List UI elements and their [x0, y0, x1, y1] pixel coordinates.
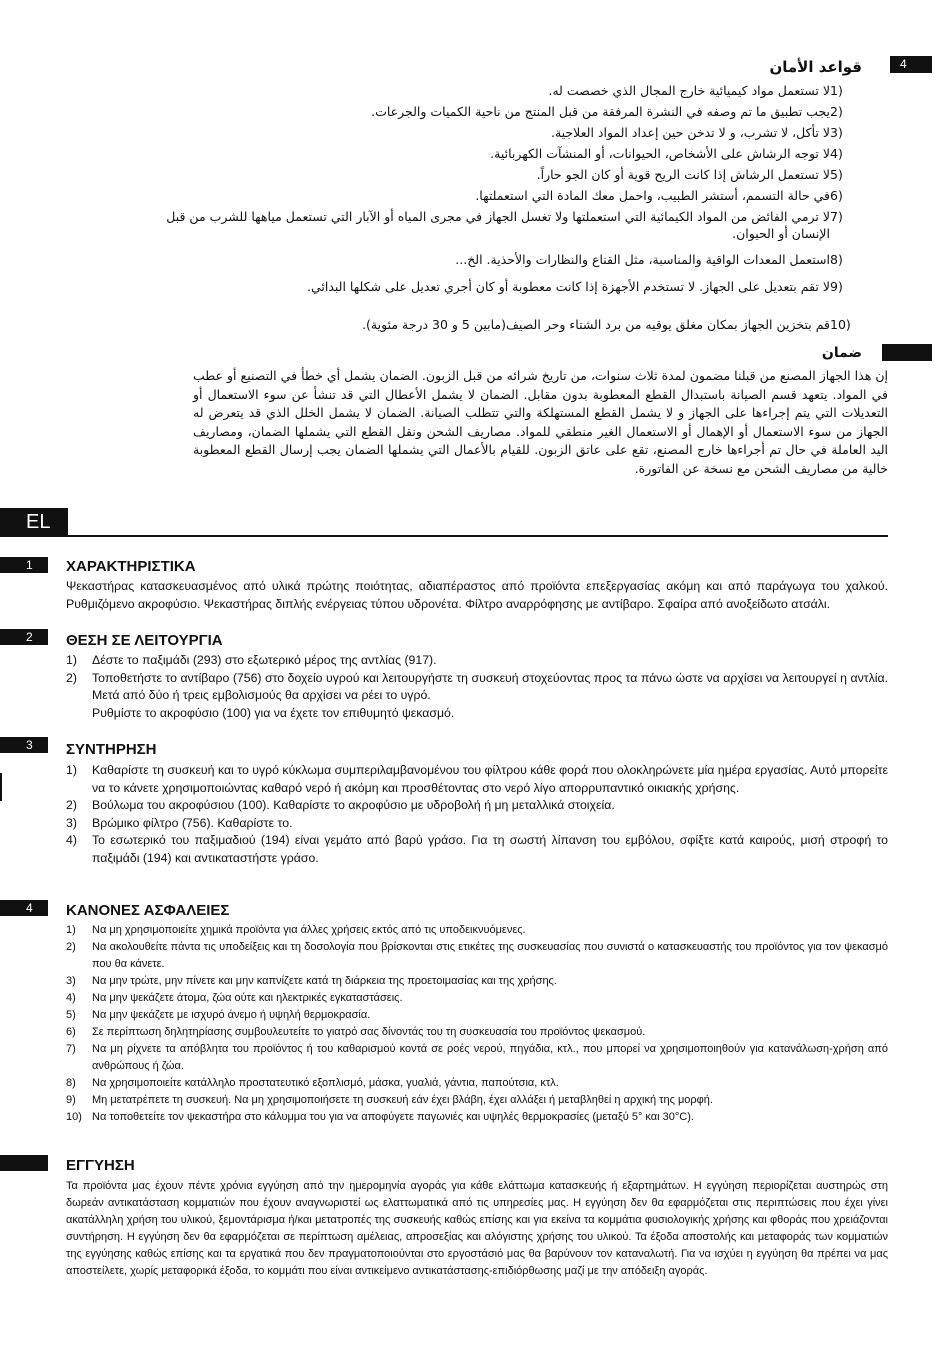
- arabic-warranty-title: ضمان: [821, 345, 862, 361]
- list-item: 9) لا تقم بتعديل على الجهاز. لا تستخدم الأجهزة إذا كانت معطوبة أو كان أجري تعديل على شكلها البدائي.: [306, 279, 843, 294]
- list-item: 1) Δέστε το παξιμάδι (293) στο εξωτερικό μέρος της αντλίας (917).: [66, 653, 437, 667]
- section-title-operation: ΘΕΣΗ ΣΕ ΛΕΙΤΟΥΡΓΙΑ: [66, 632, 223, 649]
- list-item: 3) Βρώμικο φίλτρο (756). Καθαρίστε το.: [66, 815, 293, 830]
- divider: [0, 535, 888, 537]
- page-number-tab: 4: [890, 56, 932, 73]
- list-item: 2) Να ακολουθείτε πάντα τις υποδείξεις και τη δοσολογία που βρίσκονται στις ετικέτες της συσκευασίας που συνιστά ο κατασκευαστής του προϊόντος για τον ψεκασμό που θα κάνετε.: [66, 941, 888, 970]
- list-item: 5) Να μην ψεκάζετε με ισχυρό άνεμο ή υψηλή θερμοκρασία.: [66, 1009, 371, 1021]
- list-item: 10) قم بتخزين الجهاز بمكان مغلق يوقيه من برد الشتاء وحر الصيف(مابين 5 و 30 درجة مئوية).: [362, 317, 851, 332]
- section-title-features: ΧΑΡΑΚΤΗΡΙΣΤΙΚΑ: [66, 558, 196, 575]
- arabic-safety-title: قواعد الأمان: [769, 58, 862, 76]
- section-tab-2: 2: [0, 629, 48, 645]
- features-text: Ψεκαστήρας κατασκευασμένος από υλικά πρώτης ποιότητας, αδιαπέραστος από προϊόντα επεξεργασίας ακόμη και από παράγωγα του χαλκού. Ρυθμιζόμενο ακροφύσιο. Ψεκαστήρας διπλής ενέργειας τύπου υδρονέτα. Φίλτρο αναρρόφησης με αντίβαρο. Σφαίρα από ανοξείδωτο ατσάλι.: [66, 579, 888, 611]
- arabic-warranty-text: إن هذا الجهاز المصنع من قبلنا مضمون لمدة ثلاث سنوات، من تاريخ شرائه من قبل الزبون. الضمان يشمل أي خطأ في التصنيع أو عطب في المواد. يتعهد قسم الصيانة باستبدال القطع المعطوبة بدون مقابل. الضمان لا يشمل الأعطال التي قد تنشأ عن سوء الاستعمال أو التعديلات التي يتم إجراءها على الجهاز و لا يشمل القطع المستهلكة والتي تتطلب الصيانة. الضمان لا يشمل الخلل الذي قد يتعرض له الجهاز من سوء الاستعمال أو الإهمال أو الاستعمال الغير منطقي للمواد. مصاريف الشحن ونقل القطع التي يشملها الضمان، ومصاريف اليد العاملة في حال تم أجراءها خارج المصنع، تقع على عاتق الزبون. للقيام بالأعمال التي يشملها الضمان يجب إرسال القطع المعطوبة خالية من مصاريف الشحن مع نسخة عن الفاتورة.: [193, 368, 888, 476]
- list-item: 7) Να μη ρίχνετε τα απόβλητα του προϊόντος ή του καθαρισμού κοντά σε ροές νερού, πηγάδια, κτλ., που μπορεί να χρησιμοποιηθούν για κατανάλωση-χρήση από ανθρώπους ή ζώα.: [66, 1043, 888, 1072]
- list-item: 2) Βούλωμα του ακροφύσιου (100). Καθαρίστε το ακροφύσιο με υδροβολή ή μη μεταλλικά στοιχεία.: [66, 798, 615, 812]
- operation-list: [66, 652, 888, 722]
- section-title-maintenance: ΣΥΝΤΗΡΗΣΗ: [66, 741, 157, 758]
- margin-bar: [0, 773, 2, 801]
- list-item: 2) Τοποθετήστε το αντίβαρο (756) στο δοχείο υγρού και λειτουργήστε τη συσκευή στοχεύοντας προς τα πάνω ώστε να αρχίσει να λειτουργεί η αντλία. Μετά από δύο ή τρεις εμβολισμούς θα αρχίσει να ρέει το υγρό.: [66, 670, 888, 702]
- list-item: 2) يجب تطبيق ما تم وصفه في النشرة المرفقة من قبل المنتج من ناحية الكميات والجرعات.: [371, 104, 843, 119]
- arabic-warranty-tab: [882, 344, 932, 361]
- list-item: 4) Το εσωτερικό του παξιμαδιού (194) είναι γεμάτο από βαρύ γράσο. Για τη σωστή λίπανση του εμβόλου, σφίξτε κατά καιρούς, μισή στροφή το παξιμάδι (194) και αντικαταστήστε γράσο.: [66, 833, 888, 865]
- list-item: 4) لا توجه الرشاش على الأشخاص، الحيوانات، أو المنشآت الكهربائية.: [490, 146, 843, 161]
- list-item: 3) لا تأكل، لا تشرب، و لا تدخن حين إعداد المواد العلاجية.: [550, 125, 843, 140]
- section-title-warranty: ΕΓΓΥΗΣΗ: [66, 1157, 135, 1174]
- section-title-safety: ΚΑΝΟΝΕΣ ΑΣΦΑΛΕΙΕΣ: [66, 902, 230, 919]
- list-item: 6) في حالة التسمم، أستشر الطبيب، واحمل معك المادة التي استعملتها.: [475, 188, 843, 203]
- list-item: 3) Να μην τρώτε, μην πίνετε και μην καπνίζετε κατά τη διάρκεια της προετοιμασίας και της χρήσης.: [66, 975, 557, 987]
- safety-list: [66, 922, 888, 1126]
- operation-extra-line: Ρυθμίστε το ακροφύσιο (100) για να έχετε τον επιθυμητό ψεκασμό.: [92, 705, 455, 720]
- list-item: 8) Να χρησιμοποιείτε κατάλληλο προστατευτικό εξοπλισμό, μάσκα, γυαλιά, γάντια, παπούτσια, κτλ.: [66, 1077, 559, 1089]
- list-item: 8) استعمل المعدات الواقية والمناسبة، مثل القناع والنظارات والأحذية. الخ...: [455, 252, 843, 267]
- list-item: 1) Να μη χρησιμοποιείτε χημικά προϊόντα για άλλες χρήσεις εκτός από τις υποδεικνυόμενες.: [66, 924, 526, 936]
- warranty-text: Τα προϊόντα μας έχουν πέντε χρόνια εγγύηση από την ημερομηνία αγοράς για κάθε ελάττωμα κατασκευής ή εξαρτημάτων. Η εγγύηση περιορίζεται αυστηρώς στη δωρεάν αντικατάσταση κομματιών που έχουν αναγνωριστεί ως ελαττωματικά από τις υπηρεσίες μας. Η εγγύηση δεν θα εφαρμόζεται στις περιπτώσεις που έχει γίνει ακατάλληλη χρήση του υλικού, ξεμοντάρισμα ή/και μετατροπές της συσκευής καθώς επίσης και για εκείνα τα κομμάτια φυσιολογικής χρήσης και φθοράς που χρειάζονται συντήρηση. Η εγγύηση δεν θα εφαρμόζεται σε περίπτωση αμέλειας, απροσεξίας και αλόγιστης χρήσης του υλικού. Τα έξοδα αποστολής και μεταφοράς των κομματιών της εγγύησης καθώς επίσης και τα εργατικά που δεν πραγματοποιούνται στο εργοστάσιό μας θα βαρύνουν τον καταναλωτή. Για να ισχύει η εγγύηση θα πρέπει να μας αποστείλετε, χωρίς μεταφορικά έξοδα, το κομμάτι που είναι αντικείμενο αντικατάστασης-επιδιόρθωσης μαζί με την απόδειξη αγοράς.: [66, 1180, 888, 1277]
- list-item: 9) Μη μετατρέπετε τη συσκευή. Να μη χρησιμοποιήσετε τη συσκευή εάν έχει βλάβη, έχει αλλάξει ή μεταβληθεί η αρχική της μορφή.: [66, 1094, 713, 1106]
- list-item: 1) لا تستعمل مواد كيميائية خارج المجال الذي خصصت له.: [548, 83, 843, 98]
- list-item: 5) لا تستعمل الرشاش إذا كانت الريح قوية أو كان الجو حاراً.: [536, 167, 843, 182]
- list-item: 7) لا ترمي الفائض من المواد الكيمائية التي استعملتها ولا تغسل الجهاز في مجرى المياه أو الآبار التي تستعمل مياهها للشرب من قبل الإنسان أو الحيوان.: [166, 209, 843, 241]
- list-item: 10) Να τοποθετείτε τον ψεκαστήρα στο κάλυμμα του για να αποφύγετε παγωνιές και υψηλές θερμοκρασίες (μεταξύ 5° και 30°C).: [66, 1111, 694, 1123]
- list-item: 1) Καθαρίστε τη συσκευή και το υγρό κύκλωμα συμπεριλαμβανομένου του φίλτρου κάθε φορά που ολοκληρώνετε μία ημέρα εργασίας. Αυτό μπορείτε να το κάνετε χρησιμοποιώντας καθαρό νερό ή ακόμη και προσθέτοντας στο νερό λίγο απορρυπαντικό οικιακής χρήσης.: [66, 763, 888, 795]
- list-item: 6) Σε περίπτωση δηλητηρίασης συμβουλευτείτε το γιατρό σας δίνοντάς του τη συσκευασία του προϊόντος ψεκασμού.: [66, 1026, 646, 1038]
- section-tab-5: [0, 1155, 48, 1171]
- section-tab-3: 3: [0, 737, 48, 753]
- maintenance-list: [66, 762, 888, 867]
- section-tab-4: 4: [0, 900, 48, 916]
- list-item: 4) Να μην ψεκάζετε άτομα, ζώα ούτε και ηλεκτρικές εγκαταστάσεις.: [66, 992, 403, 1004]
- section-tab-1: 1: [0, 557, 48, 573]
- language-code-box: EL: [0, 508, 68, 536]
